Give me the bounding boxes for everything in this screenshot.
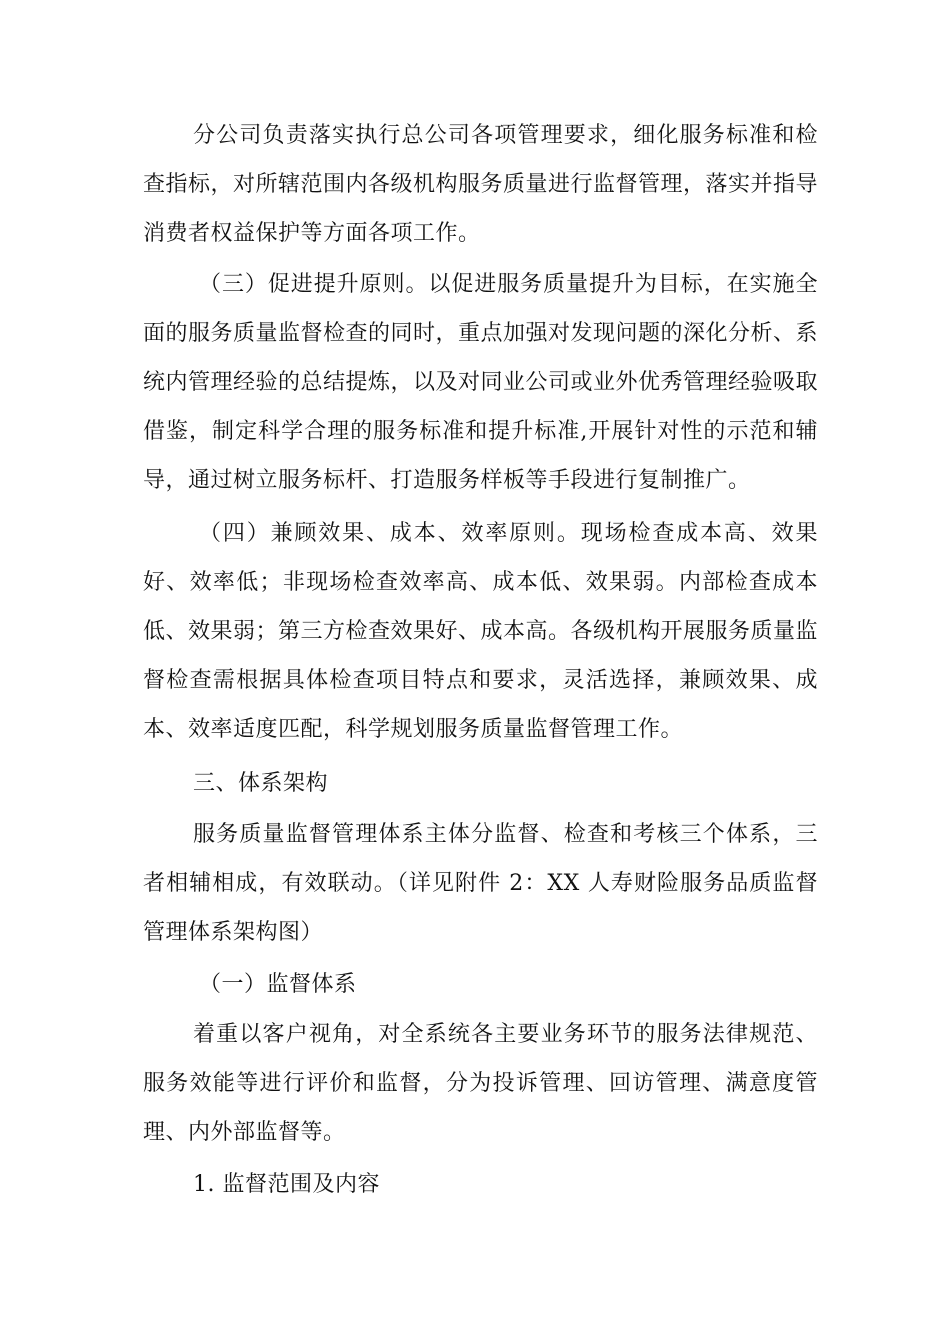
subsection-heading-supervision: （一）监督体系 [199,972,357,997]
paragraph-principle-three: （三）促进提升原则。以促进服务质量提升为目标，在实施全面的服务质量监督检查的同时，重点加强对发现问题的深化分析、系统内管理经验的总结提炼，以及对同业公司或业外优秀管理经验吸取借鉴，制定科学合理的服务标准和提升标准,开展针对性的示范和辅导，通过树立服务标杆、打造服务样板等手段进行复制推广。 [143,272,819,493]
section-heading-architecture: 三、体系架构 [193,771,329,796]
paragraph-architecture-intro: 服务质量监督管理体系主体分监督、检查和考核三个体系，三者相辅相成，有效联动。（详见附件 2：XX 人寿财险服务品质监督管理体系架构图） [143,822,818,945]
paragraph-branch-duties: 分公司负责落实执行总公司各项管理要求，细化服务标准和检查指标，对所辖范围内各级机构服务质量进行监督管理，落实并指导消费者权益保护等方面各项工作。 [143,123,819,246]
paragraph-supervision-system: 着重以客户视角，对全系统各主要业务环节的服务法律规范、服务效能等进行评价和监督，分为投诉管理、回访管理、满意度管理、内外部监督等。 [143,1022,818,1145]
item-heading-scope: 1. 监督范围及内容 [193,1172,380,1197]
paragraph-principle-four: （四）兼顾效果、成本、效率原则。现场检查成本高、效果好、效率低；非现场检查效率高、成本低、效果弱。内部检查成本低、效果弱；第三方检查效果好、成本高。各级机构开展服务质量监督检查需根据具体检查项目特点和要求，灵活选择，兼顾效果、成本、效率适度匹配，科学规划服务质量监督管理工作。 [143,521,819,742]
